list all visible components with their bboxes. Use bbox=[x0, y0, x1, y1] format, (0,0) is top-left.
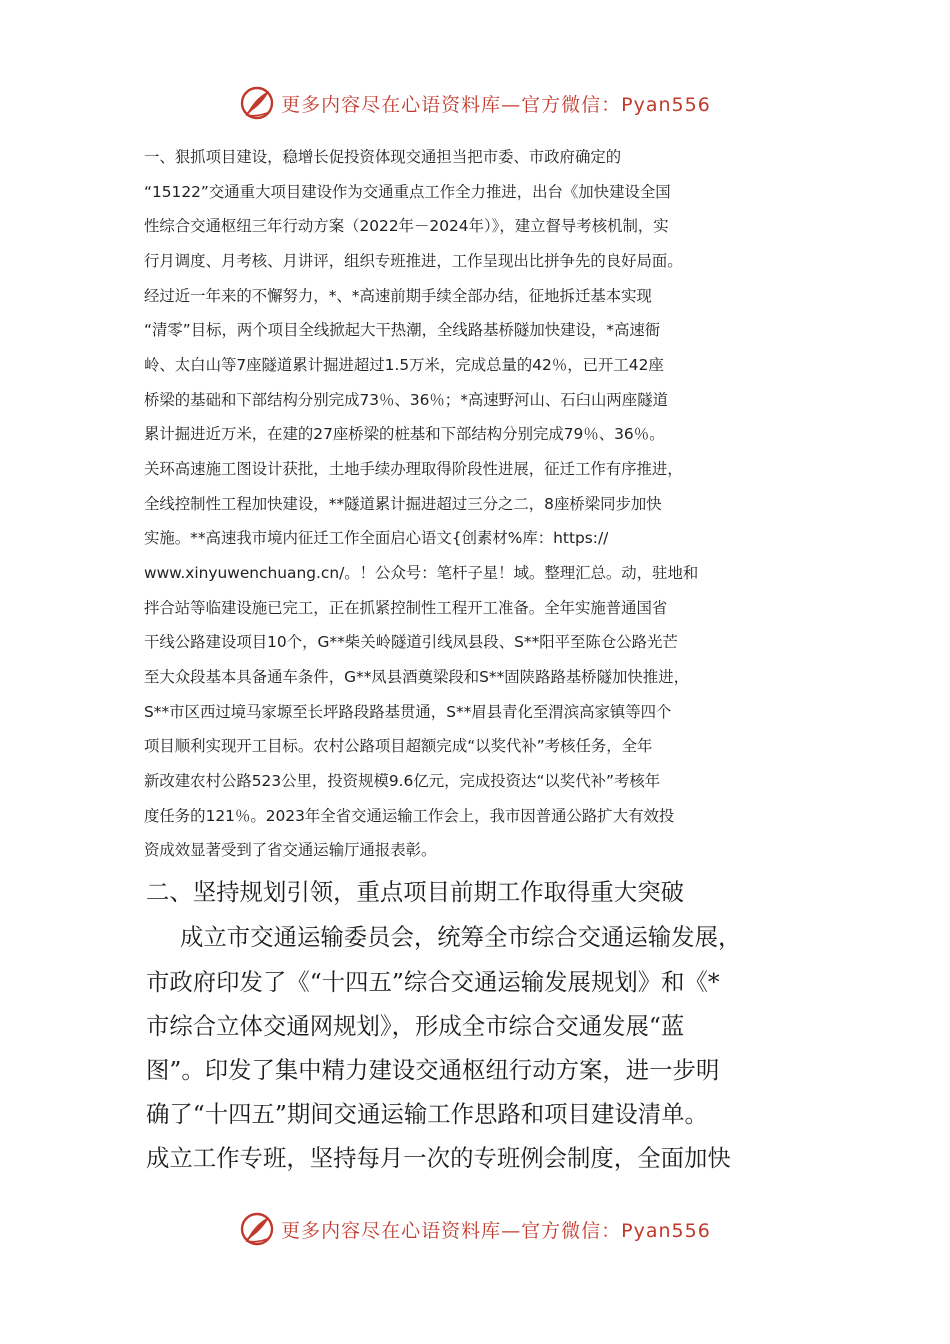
section1-line: 累计掘进近万米，在建的27座桥梁的桩基和下部结构分别完成79％、36％。 bbox=[144, 425, 665, 443]
watermark-text bbox=[281, 90, 711, 117]
section1-line: 资成效显著受到了省交通运输厅通报表彰。 bbox=[144, 841, 437, 859]
section2-line: 确了“十四五”期间交通运输工作思路和项目建设清单。 bbox=[146, 1100, 708, 1128]
quill-logo-icon bbox=[239, 1211, 275, 1247]
watermark-brand: 更多内容尽在心语资料库—官方微信： bbox=[281, 1219, 622, 1242]
watermark-brand: 更多内容尽在心语资料库—官方微信： bbox=[281, 93, 622, 116]
watermark-wechat-id: Pyan556 bbox=[621, 1219, 711, 1242]
section1-line: 度任务的121％。2023年全省交通运输工作会上，我市因普通公路扩大有效投 bbox=[144, 807, 675, 825]
section1-line: 一、狠抓项目建设，稳增长促投资体现交通担当把市委、市政府确定的 bbox=[144, 148, 622, 166]
section1-line: S**市区西过境马家塬至长坪路段路基贯通，S**眉县青化至渭滨高家镇等四个 bbox=[144, 703, 672, 721]
section1-line: 至大众段基本具备通车条件，G**凤县酒奠梁段和S**固陕路路基桥隧加快推进， bbox=[144, 668, 689, 686]
section1-line: 行月调度、月考核、月讲评，组织专班推进，工作呈现出比拼争先的良好局面。 bbox=[144, 252, 683, 270]
section1-line: 桥梁的基础和下部结构分别完成73％、36％；*高速野河山、石臼山两座隧道 bbox=[144, 391, 668, 409]
watermark-banner-bottom bbox=[0, 1209, 950, 1249]
section1-line: “清零”目标，两个项目全线掀起大干热潮，全线路基桥隧加快建设，*高速衙 bbox=[144, 321, 661, 339]
section2-line: 市政府印发了《“十四五”综合交通运输发展规划》和《* bbox=[146, 968, 720, 996]
section2-line: 成立工作专班，坚持每月一次的专班例会制度，全面加快 bbox=[146, 1144, 731, 1172]
section1-line: 全线控制性工程加快建设，**隧道累计掘进超过三分之二，8座桥梁同步加快 bbox=[144, 495, 662, 513]
watermark-wechat-id: Pyan556 bbox=[621, 93, 711, 116]
watermark-text bbox=[281, 1216, 711, 1243]
section1-line: “15122”交通重大项目建设作为交通重点工作全力推进，出台《加快建设全国 bbox=[144, 183, 671, 201]
section1-line: 经过近一年来的不懈努力，*、*高速前期手续全部办结，征地拆迁基本实现 bbox=[144, 287, 652, 305]
section1-line: 关环高速施工图设计获批，土地手续办理取得阶段性进展，征迁工作有序推进， bbox=[144, 460, 683, 478]
quill-logo-icon bbox=[239, 85, 275, 121]
section1-line: 实施。**高速我市境内征迁工作全面启心语文{创素材%库：https:// bbox=[144, 529, 609, 547]
section1-line: 岭、太白山等7座隧道累计掘进超过1.5万米，完成总量的42％，已开工42座 bbox=[144, 356, 664, 374]
section1-line: 项目顺利实现开工目标。农村公路项目超额完成“以奖代补”考核任务，全年 bbox=[144, 737, 653, 755]
section2-line: 市综合立体交通网规划》，形成全市综合交通发展“蓝 bbox=[146, 1012, 685, 1040]
watermark-banner-top bbox=[0, 83, 950, 123]
section1-line: 干线公路建设项目10个，G**柴关岭隧道引线凤县段、S**阳平至陈仓公路光芒 bbox=[144, 633, 678, 651]
section2-heading: 二、坚持规划引领，重点项目前期工作取得重大突破 bbox=[146, 878, 684, 906]
section2-line: 成立市交通运输委员会，统筹全市综合交通运输发展， bbox=[180, 923, 742, 951]
section1-line: 性综合交通枢纽三年行动方案（2022年－2024年）》，建立督导考核机制，实 bbox=[144, 217, 669, 235]
section1-line: 新改建农村公路523公里，投资规模9.6亿元，完成投资达“以奖代补”考核年 bbox=[144, 772, 661, 790]
section2-line: 图”。印发了集中精力建设交通枢纽行动方案，进一步明 bbox=[146, 1056, 720, 1084]
section1-line: 拌合站等临建设施已完工，正在抓紧控制性工程开工准备。全年实施普通国省 bbox=[144, 599, 668, 617]
section1-line: www.xinyuwenchuang.cn/。！公众号：笔杆子星！域。整理汇总。动，驻地和 bbox=[144, 564, 699, 582]
